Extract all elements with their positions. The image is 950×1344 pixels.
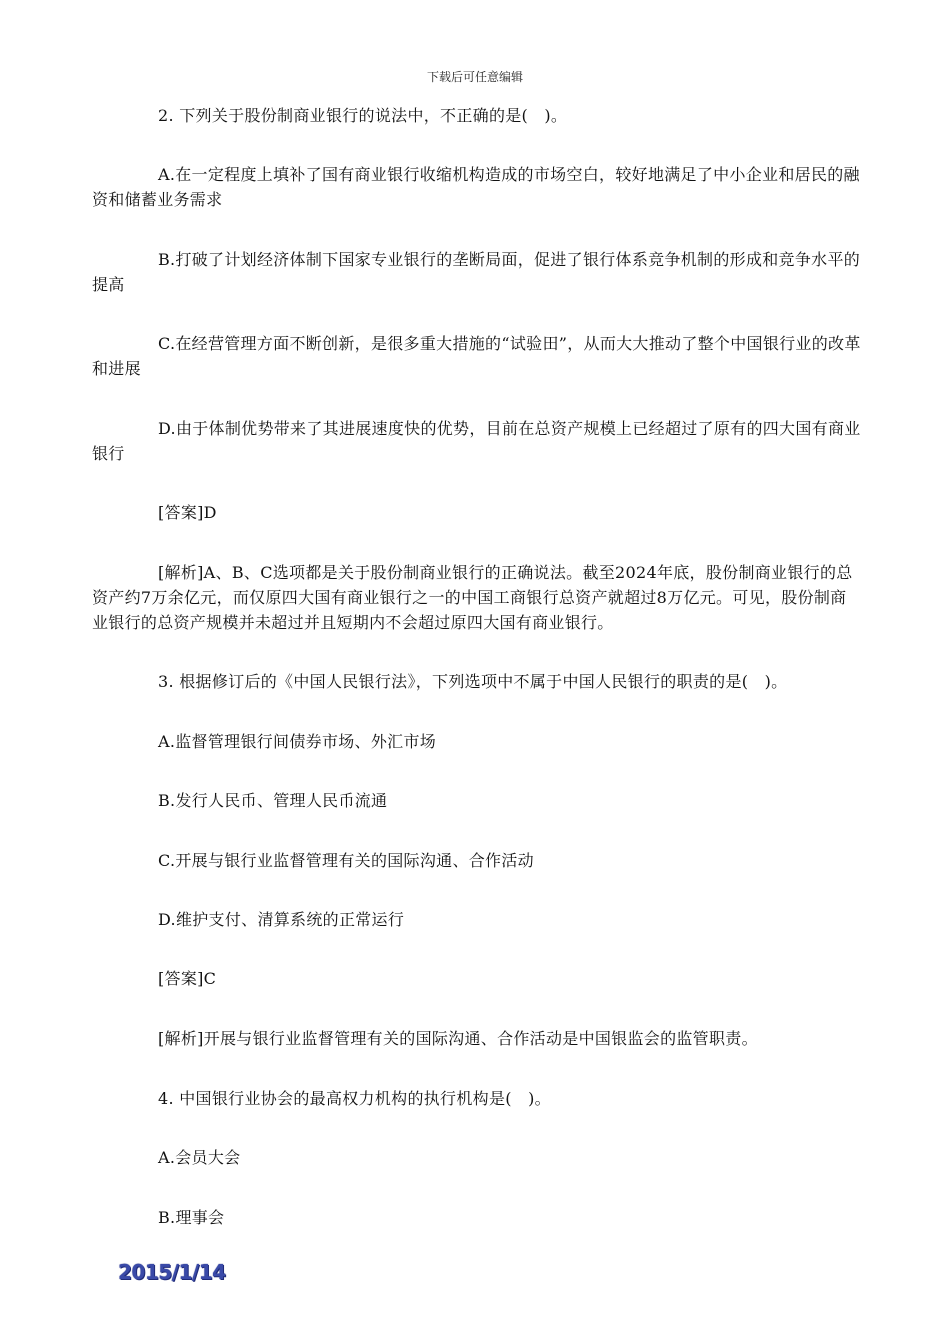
question-4-option-a: A.会员大会 [158,1148,241,1167]
question-2-option-c: C.在经营管理方面不断创新，是很多重大措施的“试验田”，从而大大推动了整个中国银行业的改革和进展 [92,334,861,378]
question-2-answer: [答案]D [158,503,217,522]
question-3-option-b: B.发行人民币、管理人民币流通 [158,791,388,810]
question-3-analysis: [解析]开展与银行业监督管理有关的国际沟通、合作活动是中国银监会的监管职责。 [158,1029,758,1048]
question-3-option-d: D.维护支付、清算系统的正常运行 [158,910,405,929]
question-2-option-a: A.在一定程度上填补了国有商业银行收缩机构造成的市场空白，较好地满足了中小企业和居民的融资和储蓄业务需求 [92,165,860,209]
question-3-option-a: A.监督管理银行间债券市场、外汇市场 [158,732,437,751]
question-3-answer: [答案]C [158,969,217,988]
page-header: 下载后可任意编辑 [426,70,523,84]
question-2-stem: 2. 下列关于股份制商业银行的说法中，不正确的是( )。 [158,106,568,125]
question-3-stem: 3. 根据修订后的《中国人民银行法》，下列选项中不属于中国人民银行的职责的是( )。 [158,672,788,691]
question-4-stem: 4. 中国银行业协会的最高权力机构的执行机构是( )。 [158,1089,551,1108]
question-2-analysis: [解析]A、B、C选项都是关于股份制商业银行的正确说法。截至2024年底，股份制商业银行的总资产约7万余亿元，而仅原四大国有商业银行之一的中国工商银行总资产就超过8万亿元。可见，股份制商业银行的总资产规模并未超过并且短期内不会超过原四大国有商业银行。 [92,563,853,632]
question-2-option-d: D.由于体制优势带来了其进展速度快的优势，目前在总资产规模上已经超过了原有的四大国有商业银行 [92,419,861,463]
question-3-option-c: C.开展与银行业监督管理有关的国际沟通、合作活动 [158,851,534,870]
question-2-option-b: B.打破了计划经济体制下国家专业银行的垄断局面，促进了银行体系竞争机制的形成和竞争水平的提高 [92,250,861,294]
question-4-option-b: B.理事会 [158,1208,225,1227]
footer-date-stamp: 2015/1/14 [118,1260,226,1284]
